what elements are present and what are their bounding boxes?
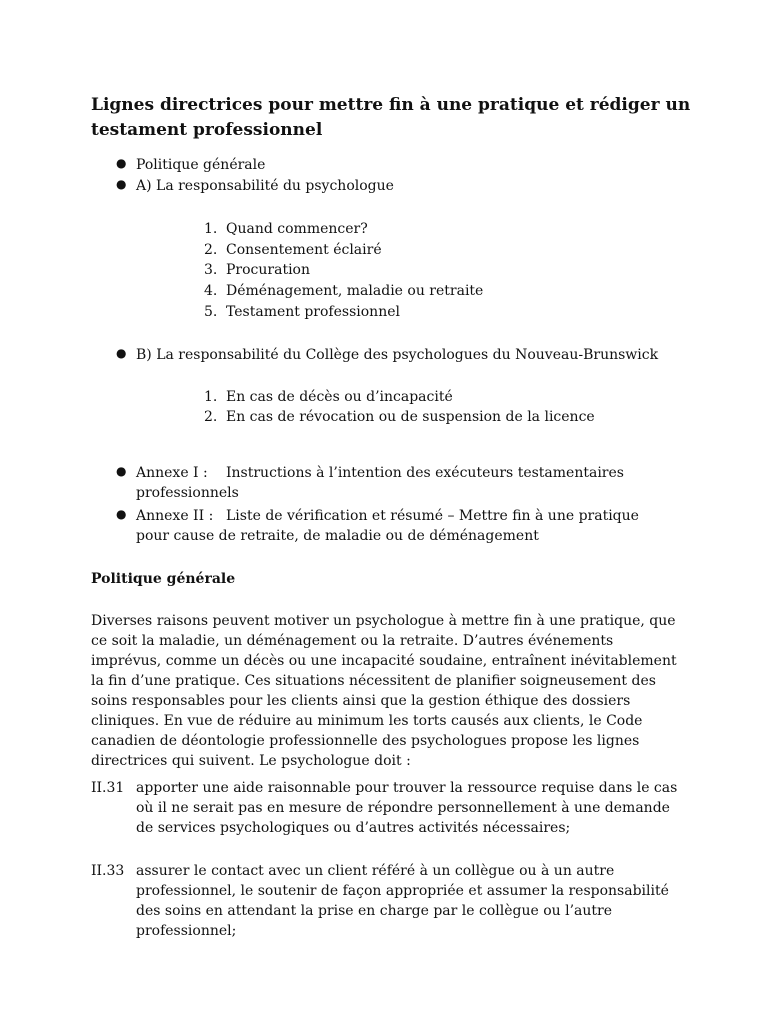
list-item: Consentement éclairé: [226, 242, 382, 258]
clause-text: assurer le contact avec un client référé à un collègue ou à un autre professionnel, le soutenir de façon appropriée et assumer la responsabilité des soins en attendant la prise en charge par le collègue ou l’autre professionnel;: [136, 863, 669, 939]
list-item: Testament professionnel: [226, 304, 400, 320]
toc-bullet-section-b: B) La responsabilité du Collège des psychologues du Nouveau-Brunswick: [136, 347, 659, 363]
list-number: 2.: [204, 409, 218, 425]
clause-text: apporter une aide raisonnable pour trouver la ressource requise dans le cas où il ne serait pas en mesure de répondre personnellement à une demande de services psychologiques ou d’autres activités nécessaires;: [136, 780, 678, 836]
list-number: 4.: [204, 283, 218, 299]
list-number: 2.: [204, 242, 218, 258]
clause-code: II.33: [91, 863, 125, 879]
toc-bullet-section-a: A) La responsabilité du psychologue: [136, 178, 394, 194]
section-heading: Politique générale: [91, 571, 236, 587]
annex-label: Annexe I :: [136, 465, 208, 481]
list-number: 3.: [204, 262, 218, 278]
clause-code: II.31: [91, 780, 125, 796]
list-item: Quand commencer?: [226, 221, 368, 237]
list-number: 1.: [204, 389, 218, 405]
annex-item: [136, 463, 676, 503]
list-item: En cas de décès ou d’incapacité: [226, 389, 453, 405]
annex-text: Instructions à l’intention des exécuteurs testamentaires professionnels: [136, 465, 624, 501]
toc-bullet-politique: Politique générale: [136, 157, 266, 173]
bullet-icon: ●: [116, 177, 127, 191]
body-paragraph: Diverses raisons peuvent motiver un psychologue à mettre fin à une pratique, que ce soit la maladie, un déménagement ou la retraite. D’autres événements imprévus, comme un décès ou une incapacité soudaine, entraînent inévitablement la fin d’une pratique. Ces situations nécessitent de planifier soigneusement des soins responsables pour les clients ainsi que la gestion éthique des dossiers cliniques. En vue de réduire au minimum les torts causés aux clients, le Code canadien de déontologie professionnelle des psychologues propose les lignes directrices qui suivent. Le psychologue doit :: [91, 613, 677, 769]
bullet-icon: ●: [116, 156, 127, 170]
list-item: En cas de révocation ou de suspension de la licence: [226, 409, 595, 425]
annex-text: Liste de vérification et résumé – Mettre fin à une pratique pour cause de retraite, de maladie ou de déménagement: [136, 508, 639, 544]
list-number: 1.: [204, 221, 218, 237]
list-number: 5.: [204, 304, 218, 320]
list-item: Déménagement, maladie ou retraite: [226, 283, 484, 299]
list-item: Procuration: [226, 262, 310, 278]
annex-item: [136, 506, 676, 546]
bullet-icon: ●: [116, 507, 127, 521]
bullet-icon: ●: [116, 464, 127, 478]
bullet-icon: ●: [116, 346, 127, 360]
document-title: Lignes directrices pour mettre fin à une pratique et rédiger un testament professionnel: [91, 95, 691, 140]
annex-label: Annexe II :: [136, 508, 214, 524]
